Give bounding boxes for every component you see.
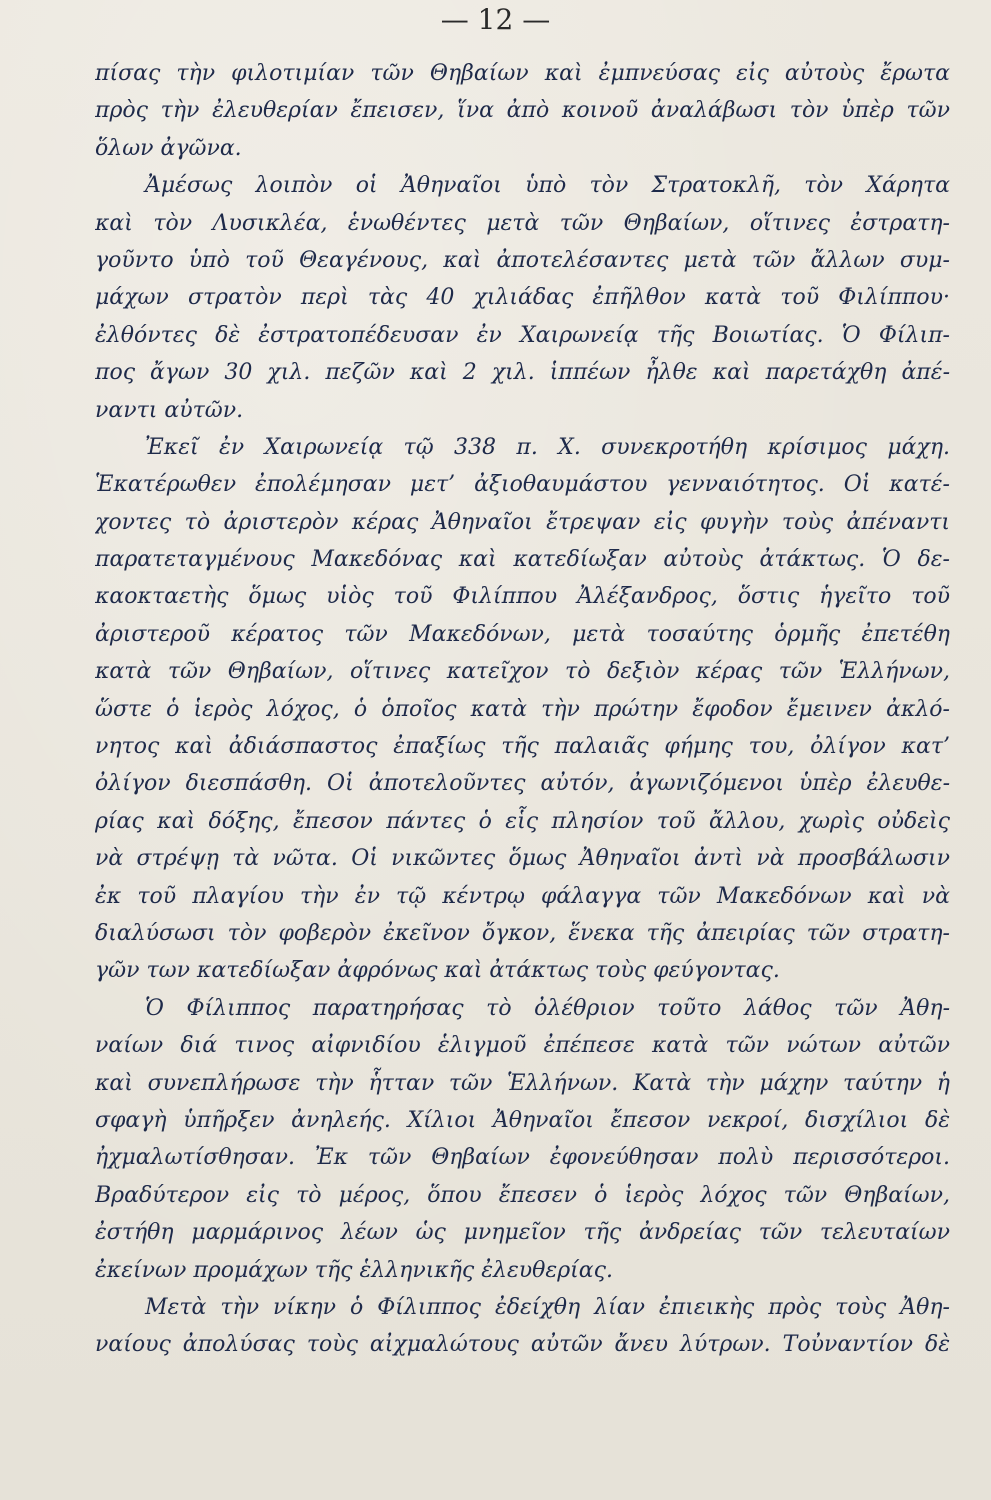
text-line: παρατεταγμένους Μακεδόνας καὶ κατεδίωξαν αὐτοὺς ἀτάκτως. Ὁ δε-	[95, 547, 950, 573]
body-text	[95, 55, 950, 1364]
text-line: νὰ στρέψῃ τὰ νῶτα. Οἱ νικῶντες ὅμως Ἀθηναῖοι ἀντὶ νὰ προσβάλωσιν	[95, 846, 950, 872]
text-line: νητος καὶ ἀδιάσπαστος ἐπαξίως τῆς παλαιᾶς φήμης του, ὀλίγον κατ’	[95, 734, 950, 760]
text-line: σφαγὴ ὑπῆρξεν ἀνηλεής. Χίλιοι Ἀθηναῖοι ἔπεσον νεκροί, δισχίλιοι δὲ	[95, 1107, 950, 1133]
text-line: ναντι αὐτῶν.	[95, 397, 244, 423]
page-number: — 12 —	[440, 3, 551, 36]
text-line: ναίους ἀπολύσας τοὺς αἰχμαλώτους αὐτῶν ἄνευ λύτρων. Τοὐναντίον δὲ	[95, 1332, 950, 1358]
text-line: ρίας καὶ δόξης, ἔπεσον πάντες ὁ εἷς πλησίον τοῦ ἄλλου, χωρὶς οὐδεὶς	[95, 808, 950, 834]
text-line: ἠχμαλωτίσθησαν. Ἐκ τῶν Θηβαίων ἐφονεύθησαν πολὺ περισσότεροι.	[95, 1145, 950, 1171]
text-line: πίσας τὴν φιλοτιμίαν τῶν Θηβαίων καὶ ἐμπνεύσας εἰς αὐτοὺς ἔρωτα	[95, 61, 950, 86]
text-line: Ἀμέσως λοιπὸν οἱ Ἀθηναῖοι ὑπὸ τὸν Στρατοκλῆ, τὸν Χάρητα	[145, 173, 950, 199]
text-line: ἐκ τοῦ πλαγίου τὴν ἐν τῷ κέντρῳ φάλαγγα τῶν Μακεδόνων καὶ νὰ	[95, 883, 950, 909]
text-line: πρὸς τὴν ἐλευθερίαν ἔπεισεν, ἵνα ἀπὸ κοινοῦ ἀναλάβωσι τὸν ὑπὲρ τῶν	[95, 98, 950, 124]
text-line: Μετὰ τὴν νίκην ὁ Φίλιππος ἐδείχθη λίαν ἐπιεικὴς πρὸς τοὺς Ἀθη-	[145, 1294, 950, 1320]
text-line: γῶν των κατεδίωξαν ἀφρόνως καὶ ἀτάκτως τοὺς φεύγοντας.	[95, 958, 780, 984]
text-line: Ἑκατέρωθεν ἐπολέμησαν μετ’ ἀξιοθαυμάστου γενναιότητος. Οἱ κατέ-	[95, 472, 950, 498]
text-line: ἐκείνων προμάχων τῆς ἑλληνικῆς ἐλευθερίας.	[95, 1257, 613, 1283]
text-line: Ὁ Φίλιππος παρατηρήσας τὸ ὀλέθριον τοῦτο λάθος τῶν Ἀθη-	[145, 995, 950, 1021]
text-line: Βραδύτερον εἰς τὸ μέρος, ὅπου ἔπεσεν ὁ ἱερὸς λόχος τῶν Θηβαίων,	[95, 1182, 950, 1208]
text-line: καοκταετὴς ὅμως υἱὸς τοῦ Φιλίππου Ἀλέξανδρος, ὅστις ἡγεῖτο τοῦ	[95, 584, 950, 610]
text-line: ἀριστεροῦ κέρατος τῶν Μακεδόνων, μετὰ τοσαύτης ὁρμῆς ἐπετέθη	[95, 621, 950, 647]
text-line: χοντες τὸ ἀριστερὸν κέρας Ἀθηναῖοι ἔτρεψαν εἰς φυγὴν τοὺς ἀπέναντι	[95, 509, 950, 535]
text-line: ἐλθόντες δὲ ἐστρατοπέδευσαν ἐν Χαιρωνείᾳ τῆς Βοιωτίας. Ὁ Φίλιπ-	[95, 322, 950, 348]
text-line: ὥστε ὁ ἱερὸς λόχος, ὁ ὁποῖος κατὰ τὴν πρώτην ἔφοδον ἔμεινεν ἀκλό-	[95, 696, 950, 722]
text-line: πος ἄγων 30 χιλ. πεζῶν καὶ 2 χιλ. ἱππέων ἦλθε καὶ παρετάχθη ἀπέ-	[95, 360, 950, 386]
text-line: ὅλων ἀγῶνα.	[95, 135, 242, 161]
text-line: γοῦντο ὑπὸ τοῦ Θεαγένους, καὶ ἀποτελέσαντες μετὰ τῶν ἄλλων συμ-	[95, 247, 950, 273]
text-line: ἐστήθη μαρμάρινος λέων ὡς μνημεῖον τῆς ἀνδρείας τῶν τελευταίων	[95, 1220, 950, 1246]
text-line: μάχων στρατὸν περὶ τὰς 40 χιλιάδας ἐπῆλθον κατὰ τοῦ Φιλίππου·	[95, 285, 950, 311]
text-line: ναίων διά τινος αἰφνιδίου ἑλιγμοῦ ἐπέπεσε κατὰ τῶν νώτων αὐτῶν	[95, 1033, 950, 1059]
text-line: ὀλίγον διεσπάσθη. Οἱ ἀποτελοῦντες αὐτόν, ἀγωνιζόμενοι ὑπὲρ ἐλευθε-	[95, 771, 950, 797]
text-line: καὶ τὸν Λυσικλέα, ἑνωθέντες μετὰ τῶν Θηβαίων, οἵτινες ἐστρατη-	[95, 210, 950, 236]
text-line: καὶ συνεπλήρωσε τὴν ἧτταν τῶν Ἑλλήνων. Κατὰ τὴν μάχην ταύτην ἡ	[95, 1070, 950, 1096]
text-line: διαλύσωσι τὸν φοβερὸν ἐκεῖνον ὄγκον, ἕνεκα τῆς ἀπειρίας τῶν στρατη-	[95, 920, 950, 946]
text-line: Ἐκεῖ ἐν Χαιρωνείᾳ τῷ 338 π. Χ. συνεκροτήθη κρίσιμος μάχη.	[145, 434, 950, 460]
text-line: κατὰ τῶν Θηβαίων, οἵτινες κατεῖχον τὸ δεξιὸν κέρας τῶν Ἑλλήνων,	[95, 659, 950, 685]
